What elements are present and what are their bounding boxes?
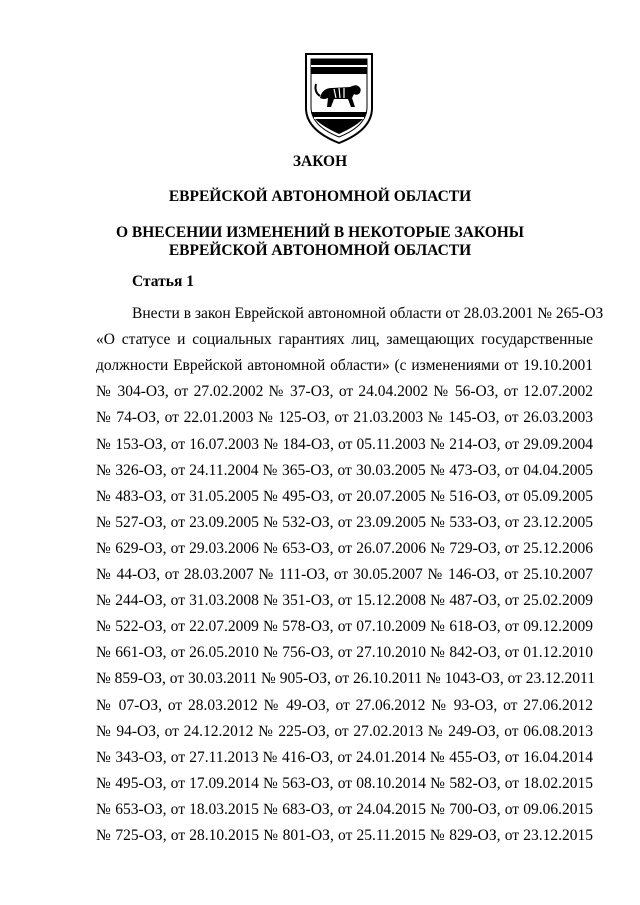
- body-line: «О статусе и социальных гарантиях лиц, замещающих государственные: [96, 331, 593, 349]
- heading-law: ЗАКОН: [292, 153, 348, 170]
- body-line: Внести в закон Еврейской автономной области от 28.03.2001 № 265-ОЗ: [132, 305, 604, 322]
- body-line: № 153-ОЗ, от 16.07.2003 № 184-ОЗ, от 05.11.2003 № 214-ОЗ, от 29.09.2004: [96, 435, 593, 453]
- heading-region: ЕВРЕЙСКОЙ АВТОНОМНОЙ ОБЛАСТИ: [168, 188, 472, 205]
- body-line: № 343-ОЗ, от 27.11.2013 № 416-ОЗ, от 24.01.2014 № 455-ОЗ, от 16.04.2014: [96, 748, 593, 766]
- body-line: № 522-ОЗ, от 22.07.2009 № 578-ОЗ, от 07.10.2009 № 618-ОЗ, от 09.12.2009: [96, 618, 593, 636]
- coat-of-arms-tiger-icon: [300, 50, 378, 146]
- body-line: № 44-ОЗ, от 28.03.2007 № 111-ОЗ, от 30.05.2007 № 146-ОЗ, от 25.10.2007: [96, 566, 593, 583]
- body-line: № 629-ОЗ, от 29.03.2006 № 653-ОЗ, от 26.07.2006 № 729-ОЗ, от 25.12.2006: [96, 539, 593, 557]
- body-line: № 74-ОЗ, от 22.01.2003 № 125-ОЗ, от 21.03.2003 № 145-ОЗ, от 26.03.2003: [96, 409, 593, 427]
- body-line: № 07-ОЗ, от 28.03.2012 № 49-ОЗ, от 27.06.2012 № 93-ОЗ, от 27.06.2012: [96, 696, 593, 714]
- heading-title-line-1: О ВНЕСЕНИИ ИЗМЕНЕНИЙ В НЕКОТОРЫЕ ЗАКОНЫ: [115, 224, 525, 241]
- body-line: № 326-ОЗ, от 24.11.2004 № 365-ОЗ, от 30.03.2005 № 473-ОЗ, от 04.04.2005: [96, 461, 593, 479]
- article-title: Статья 1: [132, 273, 194, 290]
- body-line: № 304-ОЗ, от 27.02.2002 № 37-ОЗ, от 24.04.2002 № 56-ОЗ, от 12.07.2002: [96, 383, 593, 401]
- body-line: № 483-ОЗ, от 31.05.2005 № 495-ОЗ, от 20.07.2005 № 516-ОЗ, от 05.09.2005: [96, 487, 593, 505]
- body-line: № 527-ОЗ, от 23.09.2005 № 532-ОЗ, от 23.09.2005 № 533-ОЗ, от 23.12.2005: [96, 513, 593, 531]
- body-line: № 661-ОЗ, от 26.05.2010 № 756-ОЗ, от 27.10.2010 № 842-ОЗ, от 01.12.2010: [96, 644, 593, 662]
- body-line: № 859-ОЗ, от 30.03.2011 № 905-ОЗ, от 26.10.2011 № 1043-ОЗ, от 23.12.2011: [96, 670, 595, 688]
- body-line: № 94-ОЗ, от 24.12.2012 № 225-ОЗ, от 27.02.2013 № 249-ОЗ, от 06.08.2013: [96, 722, 593, 740]
- body-line: должности Еврейской автономной области» (с изменениями от 19.10.2001: [96, 357, 593, 375]
- body-line: № 495-ОЗ, от 17.09.2014 № 563-ОЗ, от 08.10.2014 № 582-ОЗ, от 18.02.2015: [96, 774, 593, 792]
- heading-title-line-2: ЕВРЕЙСКОЙ АВТОНОМНОЙ ОБЛАСТИ: [168, 242, 472, 259]
- body-line: № 725-ОЗ, от 28.10.2015 № 801-ОЗ, от 25.11.2015 № 829-ОЗ, от 23.12.2015: [96, 827, 593, 844]
- body-line: № 244-ОЗ, от 31.03.2008 № 351-ОЗ, от 15.12.2008 № 487-ОЗ, от 25.02.2009: [96, 592, 593, 610]
- body-line: № 653-ОЗ, от 18.03.2015 № 683-ОЗ, от 24.04.2015 № 700-ОЗ, от 09.06.2015: [96, 800, 593, 818]
